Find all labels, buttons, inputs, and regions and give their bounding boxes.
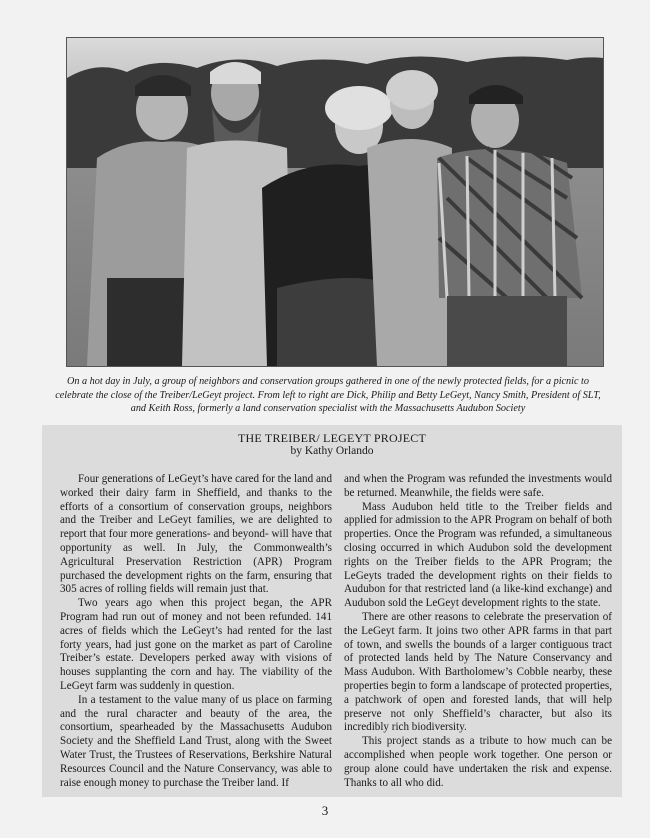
group-photo-illustration xyxy=(67,38,603,366)
paragraph: This project stands as a tribute to how much can be accomplished when people work together. One person or group alone could have undertaken the risk and expense. Thanks to all who did. xyxy=(344,735,612,789)
article-title: THE TREIBER/ LEGEYT PROJECT xyxy=(238,431,426,445)
article-column-left xyxy=(60,473,332,790)
group-photo xyxy=(66,37,604,367)
page-number: 3 xyxy=(321,803,329,818)
article-byline: by Kathy Orlando xyxy=(290,445,374,457)
paragraph-continuation: and when the Program was refunded the investments would be returned. Meanwhile, the fields were safe. xyxy=(344,473,612,499)
photo-caption: On a hot day in July, a group of neighbors and conservation groups gathered in one of the newly protected fields, for a picnic to celebrate the close of the Treiber/LeGeyt project. From left to right are Dick, Philip and Betty LeGeyt, Nancy Smith, President of SLT, and Keith Ross, formerly a land conservation specialist with the Massachusetts Audubon Society xyxy=(55,376,601,415)
article-column-right xyxy=(344,473,612,790)
paragraph: Mass Audubon held title to the Treiber fields and applied for admission to the APR Program on behalf of both properties. Once the Program was refunded, a simultaneous closing occurred in which Audubon sold the development rights on the Treiber fields to the APR Program; the LeGeyts traded the development rights on their fields to Audubon for that restricted land (a like-kind exchange) and Audubon sold the LeGeyt development rights to the state. xyxy=(344,500,612,610)
paragraph: Four generations of LeGeyt’s have cared for the land and worked their dairy farm in Sheffield, and thanks to the efforts of a consortium of conservation groups, neighbors and the Treiber and LeGeyt families, we are delighted to report that four more generations- and beyond- will have that opportunity as well. In July, the Commonwealth’s Agricultural Preservation Restriction (APR) Program purchased the development rights on the farm, ensuring that 305 acres of rolling fields will remain just that. xyxy=(60,473,332,596)
paragraph: Two years ago when this project began, the APR Program had run out of money and not been refunded. 141 acres of fields which the LeGeyt’s had rented for the last forty years, had just gone on the market as part of Caroline Treiber’s estate. Developers perked away with visions of houses supplanting the corn and hay. The viability of the LeGeyt farm was suddenly in question. xyxy=(60,597,332,692)
paragraph: In a testament to the value many of us place on farming and the rural character and beauty of the area, the consortium, spearheaded by the Massachusetts Audubon Society and the Sheffield Land Trust, along with the Sweet Water Trust, the Trustees of Reservations, Berkshire Natural Resources Council and the Nature Conservancy, was able to raise enough money to purchase the Treiber land. If xyxy=(60,693,332,789)
article-box xyxy=(42,425,622,797)
paragraph: There are other reasons to celebrate the preservation of the LeGeyt farm. It joins two other APR farms in that part of town, and swells the bounds of a larger contiguous tract of protected lands held by The Nature Conservancy and Mass Audubon. With Bartholomew’s Cobble nearby, these properties begin to form a landscape of protected properties, a patchwork of open and forested lands, that will help preserve not only Sheffield’s character, but also its incredibly rich biodiversity. xyxy=(344,610,612,734)
